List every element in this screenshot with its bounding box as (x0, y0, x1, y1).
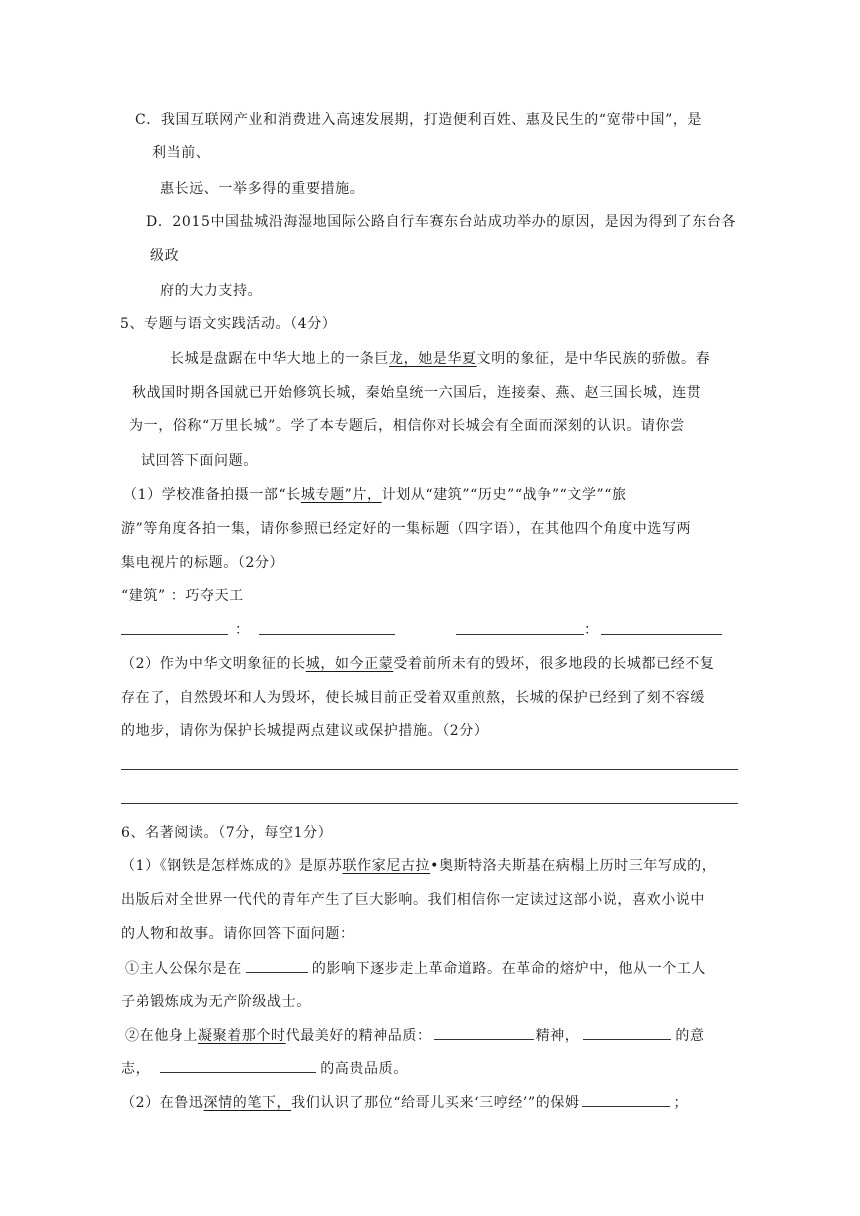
q6-paragraph-line-3: 的人物和故事。请你回答下面问题： (121, 926, 355, 942)
text-segment: ②在他身上 (125, 1028, 198, 1044)
answer-blank-title-2[interactable] (601, 634, 722, 635)
q6-item2-line-1 (125, 1025, 705, 1046)
text-segment: 受着前所未有的毁坏，很多地段的长城都已经不复 (393, 656, 715, 672)
option-c-line-1: C．我国互联网产业和消费进入高速发展期，打造便利百姓、惠及民生的“宽带中国”，是 (135, 112, 703, 128)
underlined-text: 城，如今正蒙 (305, 656, 394, 672)
option-d-line-2: 级政 (150, 248, 180, 264)
q5-sub2-line-3: 的地步，请你为保护长城提两点建议或保护措施。（2分） (121, 723, 489, 739)
q5-sub2-line-1 (121, 654, 715, 674)
q6-paragraph-line-2: 出版后对全世界一代代的青年产生了巨大影响。我们相信你一定读过这部小说，喜欢小说中 (121, 892, 705, 908)
q5-paragraph-line-2: 秋战国时期各国就已开始修筑长城，秦始皇统一六国后，连接秦、燕、赵三国长城，连贯 (132, 385, 702, 401)
answer-blank-influence[interactable] (246, 958, 308, 973)
text-segment: 精神， (535, 1028, 580, 1044)
underlined-text: 城专题”片， (300, 487, 382, 503)
colon: ： (235, 622, 250, 638)
answer-blank-nanny[interactable] (582, 1092, 670, 1107)
q5-heading: 5、专题与语文实践活动。（4分） (120, 316, 337, 332)
text-segment: 的影响下逐步走上革命道路。在革命的熔炉中，他从一个工人 (311, 961, 707, 977)
q6-item1-line-2: 子弟锻炼成为无产阶级战士。 (121, 994, 311, 1010)
text-segment: 计划从“建筑”“历史”“战争”“文学”“旅 (381, 487, 627, 503)
text-segment: ①主人公保尔是在 (125, 961, 242, 977)
text-segment: 长城是盘踞在中华大地上的一条巨 (170, 351, 389, 367)
q6-item2-line-2 (121, 1058, 408, 1079)
q5-sub2-line-2: 存在了，自然毁坏和人为毁坏，使长城目前正受着双重煎熬，长城的保护已经到了刻不容缓 (121, 690, 705, 706)
answer-blank-angle-1[interactable] (121, 634, 228, 635)
underlined-text: 龙，她是华夏 (389, 351, 477, 367)
text-segment: （2）在鲁迅 (121, 1095, 204, 1111)
text-segment: •奥斯特洛夫斯基在病榻上历时三年写成的， (430, 858, 717, 874)
q5-sub1-line-1 (123, 485, 627, 505)
q6-heading: 6、名著阅读。（7分，每空1分） (121, 825, 333, 841)
answer-blank-quality[interactable] (160, 1058, 316, 1073)
text-segment: 代最美好的精神品质： (285, 1028, 432, 1044)
q5-sub1-line-2: 游”等角度各拍一集，请你参照已经定好的一集标题（四字语），在其他四个角度中选写两 (121, 521, 692, 537)
text-segment: （1）《钢铁是怎样炼成的》是原苏 (121, 858, 343, 874)
option-d-line-1: D．2015中国盐城沿海湿地国际公路自行车赛东台站成功举办的原因，是因为得到了东台各 (146, 214, 737, 230)
text-segment: ； (673, 1095, 689, 1111)
option-d-line-3: 府的大力支持。 (160, 283, 263, 299)
underlined-text: 凝聚着那个时 (198, 1028, 286, 1044)
underlined-text: 深情的笔下， (203, 1095, 292, 1111)
q5-paragraph-line-3: 为一，俗称“万里长城”。学了本专题后，相信你对长城会有全面而深刻的认识。请你尝 (129, 418, 685, 434)
text-segment: 志， (121, 1061, 151, 1077)
answer-blank-title-1[interactable] (259, 634, 395, 635)
option-c-line-3: 惠长远、一举多得的重要措施。 (160, 181, 365, 197)
option-c-line-2: 利当前、 (152, 145, 211, 161)
text-segment: （2）作为中华文明象征的长 (121, 656, 306, 672)
answer-blank-will[interactable] (583, 1025, 671, 1040)
underlined-text: 联作家尼古拉 (342, 858, 431, 874)
text-segment: 文明的象征，是中华民族的骄傲。春 (476, 351, 711, 367)
answer-blank-angle-2[interactable] (456, 634, 584, 635)
answer-line-1[interactable] (121, 769, 738, 770)
text-segment: 我们认识了那位“给哥儿买来‘三哼经’”的保姆 (291, 1095, 580, 1111)
colon: ： (584, 622, 599, 638)
q5-paragraph-line-4: 试回答下面问题。 (141, 453, 258, 469)
text-segment: 的高贵品质。 (320, 1061, 408, 1077)
q6-sub2-line-1 (121, 1092, 688, 1113)
q5-paragraph-line-1 (170, 349, 710, 369)
text-segment: 的意 (675, 1028, 705, 1044)
q5-example-title: “建筑” ：巧夺天工 (121, 588, 244, 604)
q5-sub1-line-3: 集电视片的标题。（2分） (121, 555, 285, 571)
text-segment: （1）学校准备拍摄一部“长 (123, 487, 301, 503)
answer-line-2[interactable] (121, 803, 738, 804)
q6-paragraph-line-1 (121, 856, 716, 876)
q6-item1-line-1 (125, 958, 706, 979)
answer-blank-spirit[interactable] (434, 1025, 534, 1040)
